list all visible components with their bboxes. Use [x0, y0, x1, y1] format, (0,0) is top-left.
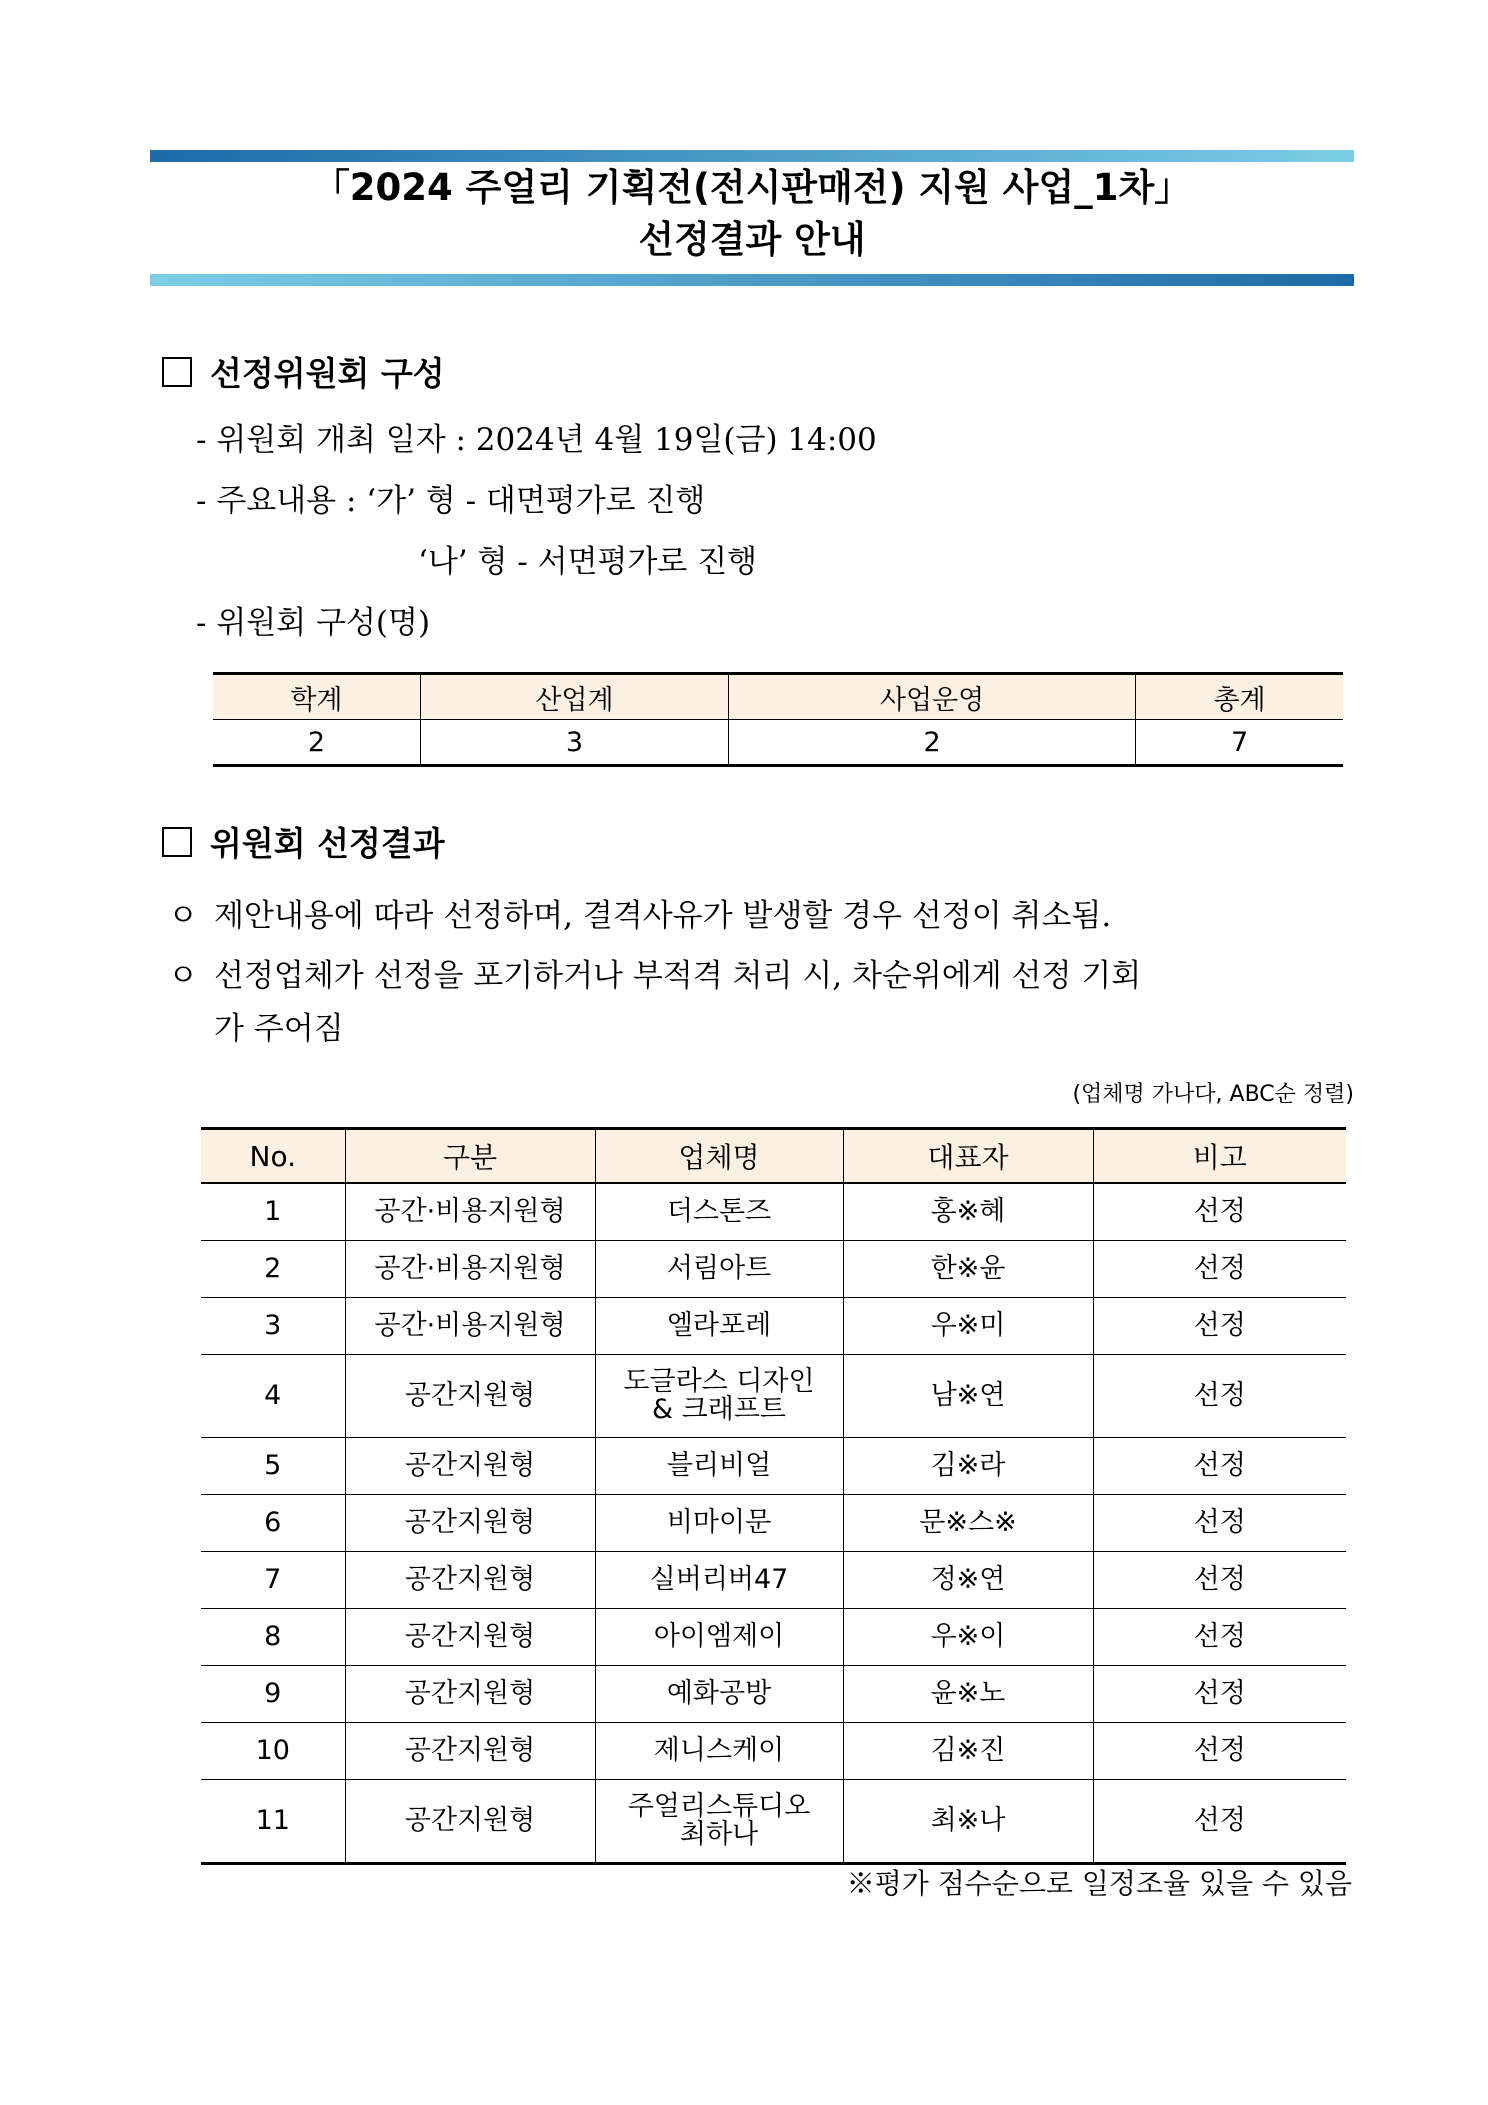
table-cell-type: 공간·비용지원형 — [345, 1241, 595, 1298]
table-cell-company: 서림아트 — [595, 1241, 843, 1298]
content-line-1: - 주요내용 : ‘가’ 형 - 대면평가로 진행 — [196, 483, 706, 519]
table-cell-ceo: 윤※노 — [843, 1666, 1093, 1723]
bullet-item — [168, 890, 1111, 935]
table-header: 대표자 — [843, 1129, 1093, 1184]
table-header: 학계 — [213, 674, 420, 720]
table-cell-type: 공간·비용지원형 — [345, 1298, 595, 1355]
table-cell-no: 7 — [201, 1552, 345, 1609]
bullet-icon: ㅇ — [168, 958, 198, 994]
table-cell-ceo: 문※스※ — [843, 1495, 1093, 1552]
table-header: 구분 — [345, 1129, 595, 1184]
table-cell-type: 공간지원형 — [345, 1780, 595, 1864]
table-cell-type: 공간지원형 — [345, 1666, 595, 1723]
company-name-line: 도글라스 디자인 — [623, 1366, 815, 1397]
table-cell-ceo: 한※윤 — [843, 1241, 1093, 1298]
table-cell-no: 4 — [201, 1355, 345, 1438]
table-cell-type: 공간지원형 — [345, 1723, 595, 1780]
table-cell-company: 실버리버47 — [595, 1552, 843, 1609]
table-cell-no: 11 — [201, 1780, 345, 1864]
table-cell-ceo: 김※라 — [843, 1438, 1093, 1495]
table-header: No. — [201, 1129, 345, 1184]
table-header: 산업계 — [420, 674, 728, 720]
company-name-line: & 크래프트 — [652, 1394, 786, 1425]
table-row — [201, 1723, 1346, 1780]
company-name-line: 주얼리스튜디오 — [627, 1791, 811, 1822]
bullet-icon: ㅇ — [168, 898, 198, 934]
table-cell-ceo: 우※미 — [843, 1298, 1093, 1355]
table-row — [201, 1241, 1346, 1298]
table-cell-ceo: 홍※혜 — [843, 1183, 1093, 1241]
table-row — [201, 1780, 1346, 1864]
table-cell-ceo: 정※연 — [843, 1552, 1093, 1609]
table-cell-note: 선정 — [1093, 1495, 1346, 1552]
table-cell-company: 제니스케이 — [595, 1723, 843, 1780]
table-cell-company — [595, 1780, 843, 1864]
table-cell-note: 선정 — [1093, 1780, 1346, 1864]
table-cell-type: 공간지원형 — [345, 1495, 595, 1552]
table-cell-type: 공간지원형 — [345, 1438, 595, 1495]
table-cell-type: 공간·비용지원형 — [345, 1183, 595, 1241]
table-cell-type: 공간지원형 — [345, 1552, 595, 1609]
table-cell-company: 더스톤즈 — [595, 1183, 843, 1241]
table-cell-company: 엘라포레 — [595, 1298, 843, 1355]
content-line-2: ‘나’ 형 - 서면평가로 진행 — [418, 544, 758, 580]
section-heading-text: 선정위원회 구성 — [210, 354, 445, 393]
table-row — [201, 1666, 1346, 1723]
table-row — [201, 1183, 1346, 1241]
section-heading-text: 위원회 선정결과 — [210, 824, 445, 863]
table-cell-type: 공간지원형 — [345, 1609, 595, 1666]
table-cell-note: 선정 — [1093, 1355, 1346, 1438]
table-cell: 3 — [420, 720, 728, 766]
checkbox-icon — [162, 357, 192, 387]
table-row — [201, 1552, 1346, 1609]
section-heading-committee — [162, 348, 445, 395]
bullet-text: 제안내용에 따라 선정하며, 결격사유가 발생할 경우 선정이 취소됨. — [214, 898, 1112, 934]
table-cell-note: 선정 — [1093, 1438, 1346, 1495]
title-line-1: 「2024 주얼리 기획전(전시판매전) 지원 사업_1차」 — [312, 166, 1192, 209]
table-cell-ceo: 최※나 — [843, 1780, 1093, 1864]
table-cell-no: 5 — [201, 1438, 345, 1495]
composition-line: - 위원회 구성(명) — [196, 605, 431, 641]
checkbox-icon — [162, 827, 192, 857]
title-bar-top — [150, 150, 1354, 162]
table-cell-type: 공간지원형 — [345, 1355, 595, 1438]
company-name-line: 최하나 — [679, 1819, 759, 1850]
table-row — [213, 720, 1343, 766]
table-cell-no: 9 — [201, 1666, 345, 1723]
table-cell-note: 선정 — [1093, 1183, 1346, 1241]
meeting-date-line: - 위원회 개최 일자 : 2024년 4월 19일(금) 14:00 — [196, 422, 877, 458]
table-cell: 2 — [729, 720, 1136, 766]
table-cell-no: 3 — [201, 1298, 345, 1355]
table-cell-no: 2 — [201, 1241, 345, 1298]
table-cell-company — [595, 1355, 843, 1438]
page-title — [150, 162, 1354, 266]
table-cell-company: 아이엠제이 — [595, 1609, 843, 1666]
sort-caption: (업체명 가나다, ABC순 정렬) — [1072, 1082, 1354, 1107]
section-heading-results — [162, 818, 445, 865]
table-cell-note: 선정 — [1093, 1723, 1346, 1780]
bullet-item — [168, 950, 1141, 995]
table-cell-ceo: 남※연 — [843, 1355, 1093, 1438]
committee-table — [213, 672, 1343, 767]
selection-table — [201, 1127, 1346, 1865]
title-line-2: 선정결과 안내 — [638, 218, 866, 261]
table-cell-note: 선정 — [1093, 1241, 1346, 1298]
table-cell-ceo: 우※이 — [843, 1609, 1093, 1666]
footnote: ※평가 점수순으로 일정조율 있을 수 있음 — [846, 1867, 1352, 1900]
table-cell-no: 6 — [201, 1495, 345, 1552]
title-bar-bottom — [150, 274, 1354, 286]
table-cell-note: 선정 — [1093, 1298, 1346, 1355]
bullet-text: 선정업체가 선정을 포기하거나 부적격 처리 시, 차순위에게 선정 기회 — [214, 958, 1142, 994]
table-cell-company: 예화공방 — [595, 1666, 843, 1723]
table-header: 사업운영 — [729, 674, 1136, 720]
table-header: 비고 — [1093, 1129, 1346, 1184]
table-cell: 7 — [1136, 720, 1343, 766]
table-row — [201, 1298, 1346, 1355]
bullet-continuation: 가 주어짐 — [214, 1011, 344, 1047]
table-header: 총계 — [1136, 674, 1343, 720]
table-cell-note: 선정 — [1093, 1552, 1346, 1609]
table-cell-note: 선정 — [1093, 1666, 1346, 1723]
table-cell-no: 1 — [201, 1183, 345, 1241]
table-cell-note: 선정 — [1093, 1609, 1346, 1666]
table-cell-company: 비마이문 — [595, 1495, 843, 1552]
table-row — [201, 1438, 1346, 1495]
table-cell-ceo: 김※진 — [843, 1723, 1093, 1780]
table-cell-company: 블리비얼 — [595, 1438, 843, 1495]
table-cell: 2 — [213, 720, 420, 766]
table-cell-no: 8 — [201, 1609, 345, 1666]
table-row — [201, 1495, 1346, 1552]
table-row — [201, 1355, 1346, 1438]
table-cell-no: 10 — [201, 1723, 345, 1780]
table-header: 업체명 — [595, 1129, 843, 1184]
table-row — [201, 1609, 1346, 1666]
